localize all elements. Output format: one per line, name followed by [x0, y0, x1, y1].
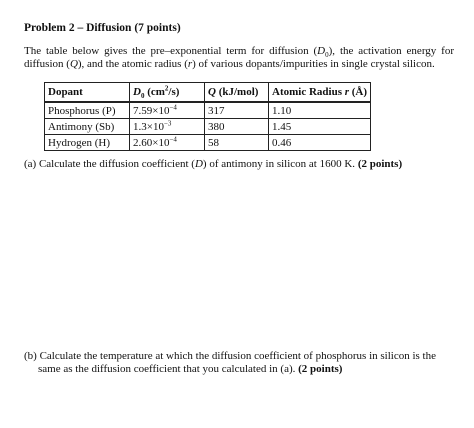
question-a-points: (2 points) [357, 158, 403, 170]
question-b [24, 350, 454, 375]
cell-dopant: Hydrogen (H) [45, 135, 130, 151]
cell-d0-exponent: −4 [169, 102, 177, 111]
table-row [45, 119, 371, 135]
header-d0-unit-open: (cm [144, 86, 165, 98]
problem-intro [24, 45, 454, 70]
header-d0-unit-close: /s) [168, 86, 180, 98]
dopant-table-container [44, 82, 371, 151]
header-d0-symbol: D [133, 86, 141, 98]
problem-title: Problem 2 – Diffusion (7 points) [24, 22, 181, 34]
intro-text-1: The table below gives the pre–exponential term for diffusion ( [24, 45, 318, 57]
table-row [45, 102, 371, 119]
cell-d0-mantissa: 1.3×10 [133, 120, 164, 133]
cell-radius: 1.10 [269, 102, 371, 119]
intro-r-symbol: r [187, 57, 193, 70]
header-q [205, 83, 269, 103]
intro-text-4: ) of various dopants/impurities in single crystal silicon. [192, 57, 435, 70]
question-a-text-1: (a) Calculate the diffusion coefficient ( [24, 158, 195, 170]
header-d0-unit-exp: 2 [164, 84, 169, 93]
dopant-table [44, 82, 371, 151]
cell-d0-exponent: −3 [163, 118, 172, 127]
table-row [45, 135, 371, 151]
cell-d0 [130, 135, 205, 151]
header-radius-label: Atomic Radius [272, 86, 345, 98]
cell-d0 [130, 102, 205, 119]
header-radius [269, 83, 371, 103]
header-d0-subscript: 0 [140, 92, 145, 101]
question-b-line-2: same as the diffusion coefficient that you calculated in (a). [38, 362, 299, 375]
intro-q-symbol: Q [69, 57, 78, 70]
question-a [24, 158, 402, 170]
intro-text-2: ), the activation energy for diffusion ( [24, 45, 455, 70]
cell-dopant: Antimony (Sb) [45, 119, 130, 135]
header-radius-unit: (Å) [349, 86, 368, 98]
question-b-line-1: (b) Calculate the temperature at which the diffusion coefficient of phosphorus in silicon is the [24, 350, 436, 362]
intro-d0-subscript: 0 [325, 51, 329, 60]
intro-text-3: ), and the atomic radius ( [77, 57, 188, 70]
header-q-unit: (kJ/mol) [215, 86, 259, 98]
cell-q: 317 [205, 102, 269, 119]
header-d0 [130, 83, 205, 103]
question-a-symbol: D [194, 158, 203, 170]
intro-d0-symbol: D [317, 45, 326, 57]
question-b-points: (2 points) [298, 362, 343, 375]
cell-radius: 0.46 [269, 135, 371, 151]
cell-dopant: Phosphorus (P) [45, 102, 130, 119]
question-b-line-2-wrap [24, 363, 454, 376]
question-a-text-2: ) of antimony in silicon at 1600 K. [202, 158, 358, 170]
cell-d0-exponent: −4 [169, 134, 177, 143]
cell-d0-mantissa: 2.60×10 [133, 136, 170, 149]
header-dopant: Dopant [45, 83, 130, 103]
table-header-row [45, 83, 371, 103]
cell-q: 380 [205, 119, 269, 135]
cell-radius: 1.45 [269, 119, 371, 135]
header-radius-symbol: r [344, 86, 350, 98]
header-q-symbol: Q [208, 86, 216, 98]
cell-d0-mantissa: 7.59×10 [133, 104, 170, 117]
cell-q: 58 [205, 135, 269, 151]
cell-d0 [130, 119, 205, 135]
